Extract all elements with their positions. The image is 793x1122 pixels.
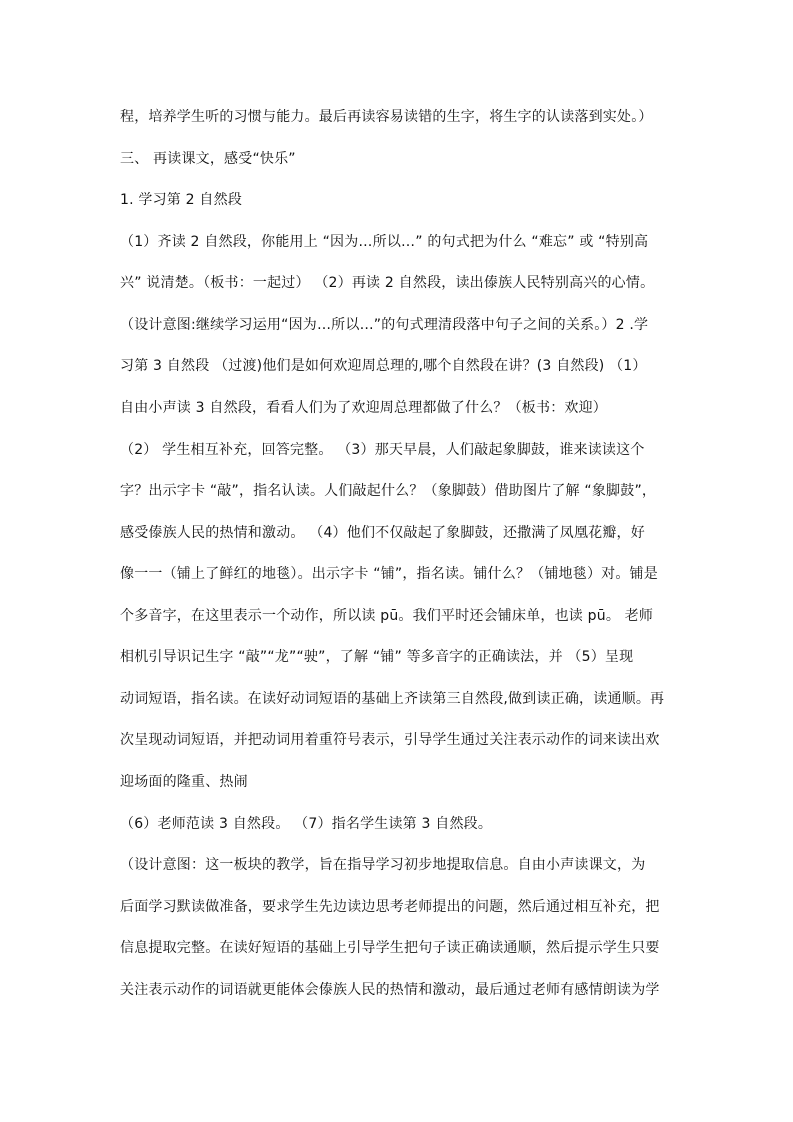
- subsection-heading: 1. 学习第 2 自然段: [120, 192, 243, 208]
- paragraph-line: 像一一（铺上了鲜红的地毯）。出示字卡 “铺”，指名读。铺什么？（铺地毯）对。铺是: [120, 566, 658, 582]
- paragraph-line: （6）老师范读 3 自然段。 （7）指名学生读第 3 自然段。: [120, 816, 493, 832]
- paragraph-line: 动词短语，指名读。在读好动词短语的基础上齐读第三自然段,做到读正确，读通顺。再: [120, 691, 665, 707]
- paragraph-line: 兴” 说清楚。（板书：一起过） （2）再读 2 自然段，读出傣族人民特别高兴的心情。: [120, 275, 655, 291]
- paragraph-line: 习第 3 自然段 （过渡)他们是如何欢迎周总理的,哪个自然段在讲？(3 自然段) （1）: [120, 358, 647, 374]
- paragraph-line: （设计意图:继续学习运用“因为…所以…”的句式理清段落中句子之间的关系。）2 .学: [120, 317, 649, 333]
- section-heading: 三、 再读课文，感受“快乐”: [120, 151, 296, 167]
- paragraph-line: （设计意图：这一板块的教学，旨在指导学习初步地提取信息。自由小声读课文，为: [120, 857, 646, 873]
- paragraph-line: 自由小声读 3 自然段，看看人们为了欢迎周总理都做了什么？（板书：欢迎）: [120, 400, 608, 416]
- paragraph-line: 信息提取完整。在读好短语的基础上引导学生把句子读正确读通顺，然后提示学生只要: [120, 940, 660, 956]
- paragraph-line: 程，培养学生听的习惯与能力。最后再读容易读错的生字，将生字的认读落到实处。）: [120, 109, 653, 125]
- paragraph-line: 迎场面的隆重、热闹: [120, 774, 248, 790]
- paragraph-line: 感受傣族人民的热情和激动。 （4）他们不仅敲起了象脚鼓，还撒满了凤凰花瓣，好: [120, 525, 645, 541]
- paragraph-line: 相机引导识记生字 “敲”“龙”“驶”，了解 “铺” 等多音字的正确读法，并 （5）呈现: [120, 649, 634, 665]
- paragraph-line: 次呈现动词短语，并把动词用着重符号表示，引导学生通过关注表示动作的词来读出欢: [120, 732, 660, 748]
- paragraph-line: （1）齐读 2 自然段，你能用上 “因为…所以…” 的句式把为什么 “难忘” 或 “特别高: [120, 234, 649, 250]
- paragraph-line: 字？出示字卡 “敲”，指名认读。人们敲起什么？（象脚鼓）借助图片了解 “象脚鼓”，: [120, 483, 657, 499]
- paragraph-line: （2） 学生相互补充，回答完整。 （3）那天早晨，人们敲起象脚鼓，谁来读读这个: [120, 442, 645, 458]
- paragraph-line: 关注表示动作的词语就更能体会傣族人民的热情和激动，最后通过老师有感情朗读为学: [120, 982, 660, 998]
- paragraph-line: 后面学习默读做准备，要求学生先边读边思考老师提出的问题，然后通过相互补充，把: [120, 899, 660, 915]
- paragraph-line: 个多音字，在这里表示一个动作，所以读 pū。我们平时还会铺床单，也读 pū。 老师: [120, 608, 654, 624]
